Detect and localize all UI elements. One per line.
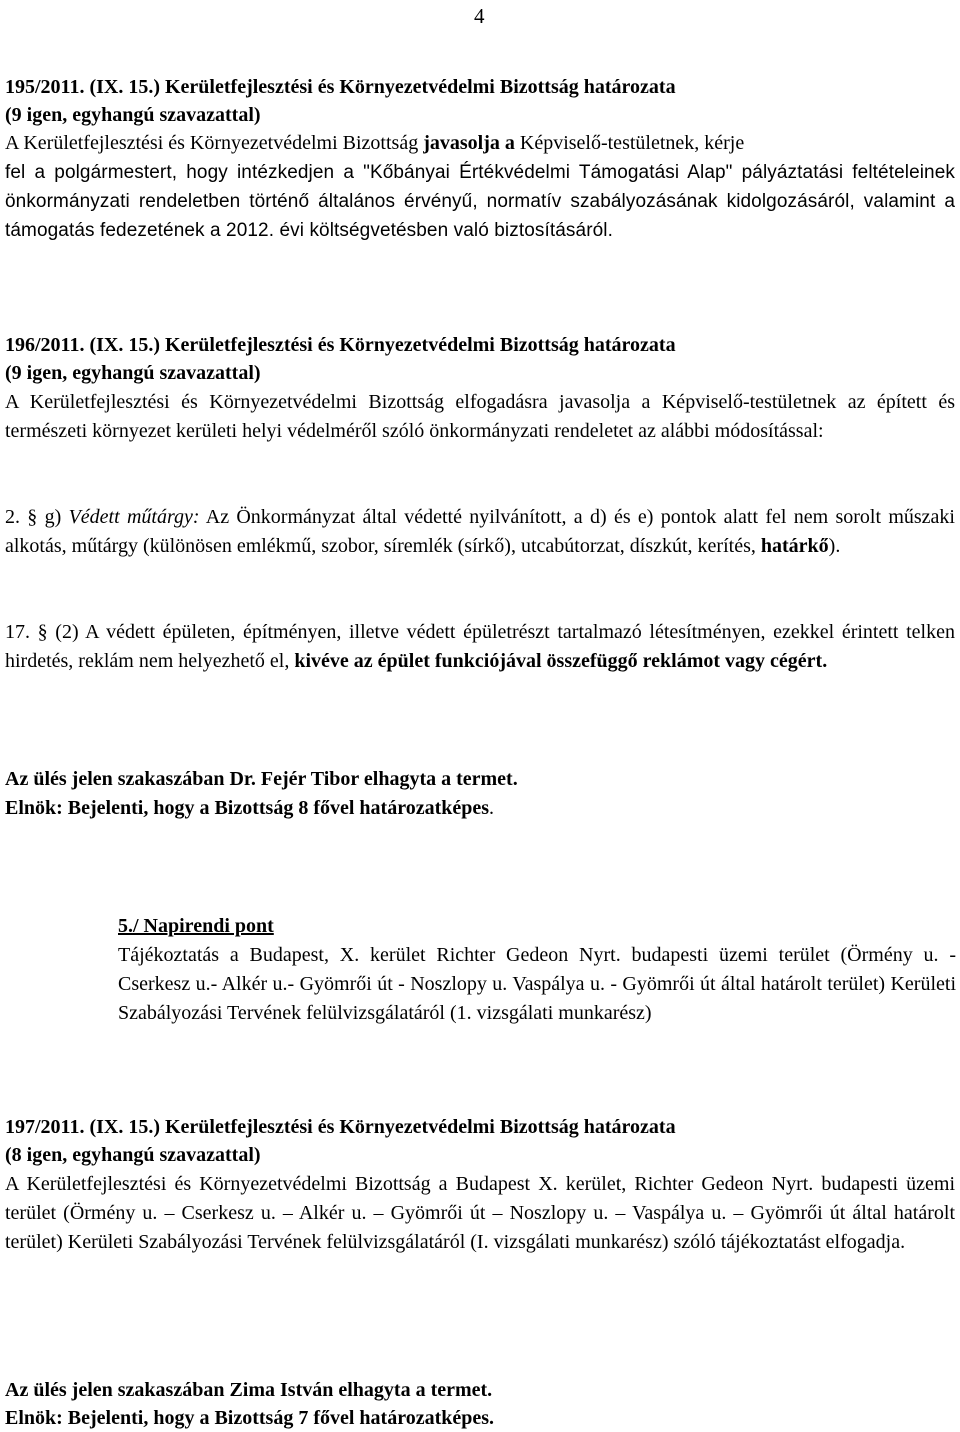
resolution-195-title-text: Kerületfejlesztési és Környezetvédelmi Bizottság határozata <box>165 76 676 98</box>
resolution-195-vote: (9 igen, egyhangú szavazattal) <box>5 104 261 126</box>
resolution-197-title-text: Kerületfejlesztési és Környezetvédelmi Bizottság határozata <box>165 1116 676 1138</box>
amendment-2-term: Védett műtárgy: <box>68 506 200 528</box>
resolution-195-lead <box>5 129 955 157</box>
notice-1-line-2-end: . <box>489 797 495 819</box>
resolution-197-title <box>5 1113 955 1141</box>
resolution-195-lead-c: Képviselő-testületnek, kérje <box>514 132 745 154</box>
resolution-196-title-text: Kerületfejlesztési és Környezetvédelmi Bizottság határozata <box>165 334 676 356</box>
agenda-text: Tájékoztatás a Budapest, X. kerület Richter Gedeon Nyrt. budapesti üzemi terület (Örmény u. - Cserkesz u.- Alkér u.- Gyömrői út - Noszlopy u. Vaspálya u. - Gyömrői út által határolt terület) Kerületi Szabályozási Tervének felülvizsgálatáról (1. vizsgálati munkarész) <box>118 944 956 1024</box>
notice-1-line-2 <box>5 794 955 822</box>
amendment-2-bold: határkő <box>760 535 829 557</box>
resolution-196-title <box>5 331 955 359</box>
amendment-17-bold: kivéve az épület funkciójával összefüggő reklámot vagy cégért. <box>294 650 828 672</box>
resolution-195-lead-bold: javasolja a <box>423 132 515 154</box>
resolution-196-vote: (9 igen, egyhangú szavazattal) <box>5 362 261 384</box>
resolution-197-vote: (8 igen, egyhangú szavazattal) <box>5 1144 261 1166</box>
amendment-17-text: 17. § (2) A védett épületen, építményen, illetve védett épületrészt tartalmazó létesítményen, ezekkel érintett telken hirdetés, reklám nem helyezhető el, <box>5 621 955 672</box>
notice-1-line-2-bold: Elnök: Bejelenti, hogy a Bizottság 8 fővel határozatképes <box>5 797 490 819</box>
agenda-heading: 5./ Napirendi pont <box>118 915 274 937</box>
amendment-2-end: ). <box>828 535 841 557</box>
notice-2-line-2: Elnök: Bejelenti, hogy a Bizottság 7 fővel határozatképes. <box>5 1407 495 1429</box>
amendment-2-prefix: 2. § g) <box>5 506 69 528</box>
resolution-196-body: A Kerületfejlesztési és Környezetvédelmi Bizottság elfogadásra javasolja a Képviselő-testületnek az épített és természeti környezet kerületi helyi védelméről szóló önkormányzati rendeletet az alábbi módosítással: <box>5 391 955 442</box>
resolution-196-number: 196/2011. (IX. 15.) <box>5 334 160 356</box>
page-number: 4 <box>474 4 485 28</box>
notice-1-line-1: Az ülés jelen szakaszában Dr. Fejér Tibor elhagyta a termet. <box>5 768 518 790</box>
amendment-paragraph-2 <box>5 503 955 561</box>
notice-2-line-1: Az ülés jelen szakaszában Zima István elhagyta a termet. <box>5 1379 493 1401</box>
resolution-195-body: fel a polgármestert, hogy intézkedjen a "Kőbányai Értékvédelmi Támogatási Alap" pályáztatási feltételeinek önkormányzati rendeletben történő általános érvényű, normatív szabályozásának kidolgozásáról, valamint a támogatás fedezetének a 2012. évi költségvetésben való biztosításáról. <box>5 162 955 241</box>
resolution-195-lead-a: A Kerületfejlesztési és Környezetvédelmi Bizottság <box>5 132 424 154</box>
resolution-195-number: 195/2011. (IX. 15.) <box>5 76 160 98</box>
resolution-197-number: 197/2011. (IX. 15.) <box>5 1116 160 1138</box>
resolution-197-body: A Kerületfejlesztési és Környezetvédelmi Bizottság a Budapest X. kerület, Richter Gedeon Nyrt. budapesti üzemi terület (Örmény u. – Cserkesz u. – Alkér u. – Gyömrői út – Noszlopy u. – Vaspálya u. – Gyömrői út által határolt terület) Kerületi Szabályozási Tervének felülvizsgálatáról (I. vizsgálati munkarész) szóló tájékoztatást elfogadja. <box>5 1173 955 1253</box>
amendment-2-text: Az Önkormányzat által védetté nyilvánított, a d) és e) pontok alatt fel nem sorolt műszaki alkotás, műtárgy (különösen emlékmű, szobor, síremlék (sírkő), utcabútorzat, díszkút, kerítés, <box>5 506 955 557</box>
amendment-paragraph-17 <box>5 618 955 676</box>
resolution-195-title <box>5 73 955 101</box>
